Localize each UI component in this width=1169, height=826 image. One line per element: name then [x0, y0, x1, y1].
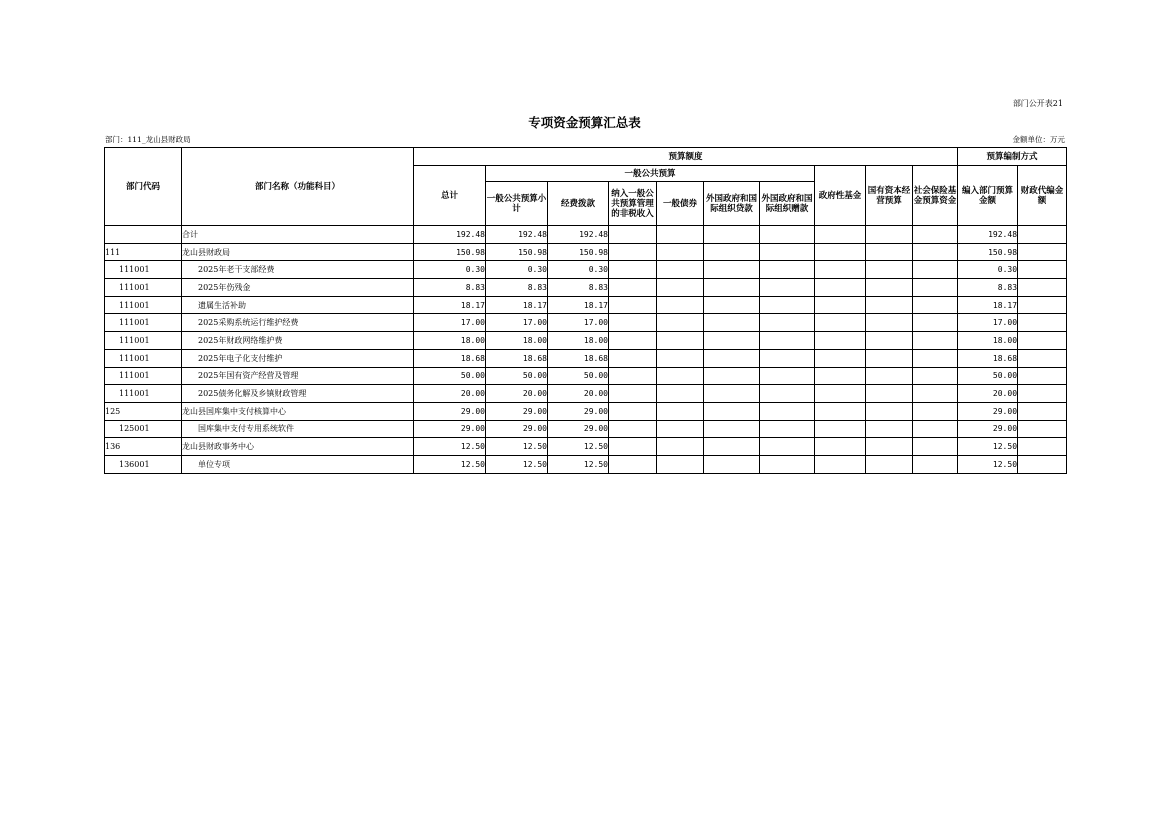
row-nontax	[609, 243, 657, 261]
header-dept-name: 部门名称（功能科目）	[182, 148, 414, 226]
row-name: 龙山县国库集中支付核算中心	[182, 402, 414, 420]
row-gov-fund	[815, 226, 866, 244]
row-general-bond	[657, 349, 704, 367]
row-state-capital	[866, 243, 913, 261]
row-total: 12.50	[414, 438, 486, 456]
row-nontax	[609, 314, 657, 332]
table-row	[105, 296, 1067, 314]
row-name: 2025债务化解及乡镇财政管理	[182, 385, 414, 403]
row-name: 龙山县财政局	[182, 243, 414, 261]
row-general-subtotal: 12.50	[486, 455, 548, 473]
row-state-capital	[866, 438, 913, 456]
row-dept-budget-amount: 150.98	[958, 243, 1018, 261]
row-nontax	[609, 385, 657, 403]
row-foreign-loan	[704, 314, 760, 332]
row-general-bond	[657, 296, 704, 314]
row-gov-fund	[815, 314, 866, 332]
row-finance-agent	[1018, 261, 1067, 279]
row-code: 111001	[105, 349, 182, 367]
page-title: 专项资金预算汇总表	[528, 115, 641, 130]
row-name: 遗属生活补助	[182, 296, 414, 314]
table-row	[105, 367, 1067, 385]
row-social-insurance	[913, 226, 958, 244]
row-foreign-loan	[704, 349, 760, 367]
row-name: 龙山县财政事务中心	[182, 438, 414, 456]
row-foreign-loan	[704, 261, 760, 279]
row-foreign-loan	[704, 296, 760, 314]
row-general-subtotal: 20.00	[486, 385, 548, 403]
row-finance-agent	[1018, 279, 1067, 297]
row-nontax	[609, 367, 657, 385]
row-general-bond	[657, 420, 704, 438]
row-code: 111001	[105, 296, 182, 314]
row-gov-fund	[815, 349, 866, 367]
row-general-subtotal: 12.50	[486, 438, 548, 456]
row-foreign-grant	[760, 279, 815, 297]
row-appropriation: 192.48	[548, 226, 609, 244]
row-finance-agent	[1018, 438, 1067, 456]
row-appropriation: 18.68	[548, 349, 609, 367]
row-state-capital	[866, 420, 913, 438]
table-row	[105, 314, 1067, 332]
row-finance-agent	[1018, 296, 1067, 314]
table-row	[105, 420, 1067, 438]
row-code: 111001	[105, 332, 182, 350]
row-social-insurance	[913, 420, 958, 438]
row-name: 2025年电子化支付维护	[182, 349, 414, 367]
table-row	[105, 349, 1067, 367]
table-row	[105, 226, 1067, 244]
header-dept-code: 部门代码	[105, 148, 182, 226]
row-gov-fund	[815, 420, 866, 438]
row-foreign-grant	[760, 226, 815, 244]
amount-unit-label: 金额单位：万元	[1012, 135, 1065, 144]
row-general-bond	[657, 455, 704, 473]
row-dept-budget-amount: 0.30	[958, 261, 1018, 279]
row-social-insurance	[913, 402, 958, 420]
row-nontax	[609, 455, 657, 473]
row-gov-fund	[815, 279, 866, 297]
table-row	[105, 402, 1067, 420]
department-label: 部门：111_龙山县财政局	[105, 135, 191, 144]
row-general-bond	[657, 226, 704, 244]
row-finance-agent	[1018, 420, 1067, 438]
row-general-subtotal: 50.00	[486, 367, 548, 385]
row-nontax	[609, 438, 657, 456]
row-general-bond	[657, 332, 704, 350]
row-total: 12.50	[414, 455, 486, 473]
row-gov-fund	[815, 402, 866, 420]
row-general-subtotal: 8.83	[486, 279, 548, 297]
row-nontax	[609, 332, 657, 350]
row-code: 111001	[105, 314, 182, 332]
row-appropriation: 29.00	[548, 420, 609, 438]
row-general-subtotal: 17.00	[486, 314, 548, 332]
row-finance-agent	[1018, 332, 1067, 350]
row-general-subtotal: 0.30	[486, 261, 548, 279]
header-general-subtotal: 一般公共预算小计	[486, 182, 548, 226]
row-code: 111001	[105, 261, 182, 279]
row-nontax	[609, 402, 657, 420]
row-appropriation: 0.30	[548, 261, 609, 279]
row-foreign-loan	[704, 279, 760, 297]
row-social-insurance	[913, 367, 958, 385]
row-finance-agent	[1018, 455, 1067, 473]
row-foreign-loan	[704, 438, 760, 456]
row-appropriation: 50.00	[548, 367, 609, 385]
row-foreign-loan	[704, 367, 760, 385]
header-social-insurance: 社会保险基金预算资金	[913, 166, 958, 226]
row-dept-budget-amount: 29.00	[958, 402, 1018, 420]
row-foreign-grant	[760, 367, 815, 385]
row-general-bond	[657, 279, 704, 297]
header-foreign-loan: 外国政府和国际组织贷款	[704, 182, 760, 226]
row-general-subtotal: 29.00	[486, 420, 548, 438]
row-foreign-grant	[760, 349, 815, 367]
header-gov-fund: 政府性基金	[815, 166, 866, 226]
row-foreign-grant	[760, 455, 815, 473]
header-general-bond: 一般债券	[657, 182, 704, 226]
row-social-insurance	[913, 261, 958, 279]
row-finance-agent	[1018, 314, 1067, 332]
row-total: 18.17	[414, 296, 486, 314]
row-code: 111001	[105, 385, 182, 403]
row-dept-budget-amount: 192.48	[958, 226, 1018, 244]
row-general-bond	[657, 402, 704, 420]
row-social-insurance	[913, 332, 958, 350]
row-nontax	[609, 279, 657, 297]
row-state-capital	[866, 332, 913, 350]
row-name: 2025年老干支部经费	[182, 261, 414, 279]
row-total: 8.83	[414, 279, 486, 297]
row-code: 111001	[105, 279, 182, 297]
row-total: 29.00	[414, 402, 486, 420]
header-state-capital: 国有资本经营预算	[866, 166, 913, 226]
table-row	[105, 261, 1067, 279]
row-general-subtotal: 29.00	[486, 402, 548, 420]
row-state-capital	[866, 226, 913, 244]
row-gov-fund	[815, 367, 866, 385]
table-row	[105, 385, 1067, 403]
row-appropriation: 18.00	[548, 332, 609, 350]
row-state-capital	[866, 385, 913, 403]
row-total: 192.48	[414, 226, 486, 244]
row-code	[105, 226, 182, 244]
row-general-subtotal: 18.17	[486, 296, 548, 314]
row-foreign-grant	[760, 332, 815, 350]
header-foreign-grant: 外国政府和国际组织赠款	[760, 182, 815, 226]
row-code: 111	[105, 243, 182, 261]
row-name: 国库集中支付专用系统软件	[182, 420, 414, 438]
row-code: 136	[105, 438, 182, 456]
row-foreign-grant	[760, 420, 815, 438]
header-total: 总计	[414, 166, 486, 226]
header-nontax: 纳入一般公共预算管理的非税收入	[609, 182, 657, 226]
row-total: 17.00	[414, 314, 486, 332]
row-code: 111001	[105, 367, 182, 385]
row-finance-agent	[1018, 226, 1067, 244]
row-general-subtotal: 192.48	[486, 226, 548, 244]
row-foreign-grant	[760, 402, 815, 420]
row-state-capital	[866, 279, 913, 297]
row-gov-fund	[815, 261, 866, 279]
row-gov-fund	[815, 438, 866, 456]
budget-table	[104, 147, 1067, 474]
row-code: 125001	[105, 420, 182, 438]
row-state-capital	[866, 455, 913, 473]
row-total: 0.30	[414, 261, 486, 279]
row-foreign-loan	[704, 420, 760, 438]
row-social-insurance	[913, 279, 958, 297]
row-general-bond	[657, 367, 704, 385]
row-dept-budget-amount: 17.00	[958, 314, 1018, 332]
header-general-public: 一般公共预算	[486, 166, 815, 182]
row-gov-fund	[815, 455, 866, 473]
row-nontax	[609, 420, 657, 438]
row-dept-budget-amount: 12.50	[958, 438, 1018, 456]
table-row	[105, 438, 1067, 456]
table-row	[105, 243, 1067, 261]
row-total: 50.00	[414, 367, 486, 385]
table-row	[105, 279, 1067, 297]
row-general-bond	[657, 261, 704, 279]
row-foreign-grant	[760, 314, 815, 332]
row-nontax	[609, 226, 657, 244]
row-total: 18.68	[414, 349, 486, 367]
row-nontax	[609, 296, 657, 314]
row-state-capital	[866, 296, 913, 314]
row-dept-budget-amount: 29.00	[958, 420, 1018, 438]
row-foreign-grant	[760, 385, 815, 403]
row-appropriation: 18.17	[548, 296, 609, 314]
row-dept-budget-amount: 18.17	[958, 296, 1018, 314]
row-name: 合计	[182, 226, 414, 244]
header-dept-budget-amount: 编入部门预算金额	[958, 166, 1018, 226]
header-appropriation: 经费拨款	[548, 182, 609, 226]
row-social-insurance	[913, 438, 958, 456]
row-foreign-loan	[704, 455, 760, 473]
row-foreign-loan	[704, 332, 760, 350]
row-social-insurance	[913, 349, 958, 367]
row-gov-fund	[815, 296, 866, 314]
header-budget-method: 预算编制方式	[958, 148, 1067, 166]
row-dept-budget-amount: 20.00	[958, 385, 1018, 403]
row-appropriation: 8.83	[548, 279, 609, 297]
row-foreign-loan	[704, 385, 760, 403]
row-foreign-grant	[760, 296, 815, 314]
table-row	[105, 455, 1067, 473]
row-general-bond	[657, 243, 704, 261]
row-dept-budget-amount: 12.50	[958, 455, 1018, 473]
row-social-insurance	[913, 385, 958, 403]
row-foreign-loan	[704, 402, 760, 420]
row-code: 125	[105, 402, 182, 420]
row-foreign-grant	[760, 243, 815, 261]
row-gov-fund	[815, 332, 866, 350]
row-social-insurance	[913, 455, 958, 473]
row-dept-budget-amount: 18.00	[958, 332, 1018, 350]
row-state-capital	[866, 261, 913, 279]
row-name: 2025年国有资产经营及管理	[182, 367, 414, 385]
row-name: 单位专项	[182, 455, 414, 473]
row-general-bond	[657, 385, 704, 403]
row-name: 2025采购系统运行维护经费	[182, 314, 414, 332]
row-name: 2025年伤残金	[182, 279, 414, 297]
header-budget-amount: 预算额度	[414, 148, 958, 166]
row-total: 18.00	[414, 332, 486, 350]
row-state-capital	[866, 367, 913, 385]
row-general-subtotal: 18.00	[486, 332, 548, 350]
row-dept-budget-amount: 50.00	[958, 367, 1018, 385]
row-gov-fund	[815, 385, 866, 403]
header-finance-agent: 财政代编金额	[1018, 166, 1067, 226]
row-appropriation: 12.50	[548, 455, 609, 473]
row-appropriation: 12.50	[548, 438, 609, 456]
row-state-capital	[866, 349, 913, 367]
form-number: 部门公开表21	[1012, 99, 1063, 108]
row-finance-agent	[1018, 243, 1067, 261]
row-total: 20.00	[414, 385, 486, 403]
row-general-subtotal: 18.68	[486, 349, 548, 367]
row-total: 29.00	[414, 420, 486, 438]
row-name: 2025年财政网络维护费	[182, 332, 414, 350]
row-foreign-grant	[760, 438, 815, 456]
row-foreign-grant	[760, 261, 815, 279]
row-social-insurance	[913, 314, 958, 332]
row-appropriation: 29.00	[548, 402, 609, 420]
row-total: 150.98	[414, 243, 486, 261]
row-social-insurance	[913, 296, 958, 314]
row-code: 136001	[105, 455, 182, 473]
row-dept-budget-amount: 18.68	[958, 349, 1018, 367]
row-finance-agent	[1018, 367, 1067, 385]
row-dept-budget-amount: 8.83	[958, 279, 1018, 297]
row-general-subtotal: 150.98	[486, 243, 548, 261]
row-finance-agent	[1018, 385, 1067, 403]
row-gov-fund	[815, 243, 866, 261]
row-appropriation: 17.00	[548, 314, 609, 332]
row-nontax	[609, 349, 657, 367]
table-row	[105, 332, 1067, 350]
row-appropriation: 150.98	[548, 243, 609, 261]
row-state-capital	[866, 314, 913, 332]
row-general-bond	[657, 438, 704, 456]
row-social-insurance	[913, 243, 958, 261]
row-nontax	[609, 261, 657, 279]
row-finance-agent	[1018, 349, 1067, 367]
row-foreign-loan	[704, 226, 760, 244]
row-general-bond	[657, 314, 704, 332]
row-finance-agent	[1018, 402, 1067, 420]
row-appropriation: 20.00	[548, 385, 609, 403]
row-state-capital	[866, 402, 913, 420]
row-foreign-loan	[704, 243, 760, 261]
